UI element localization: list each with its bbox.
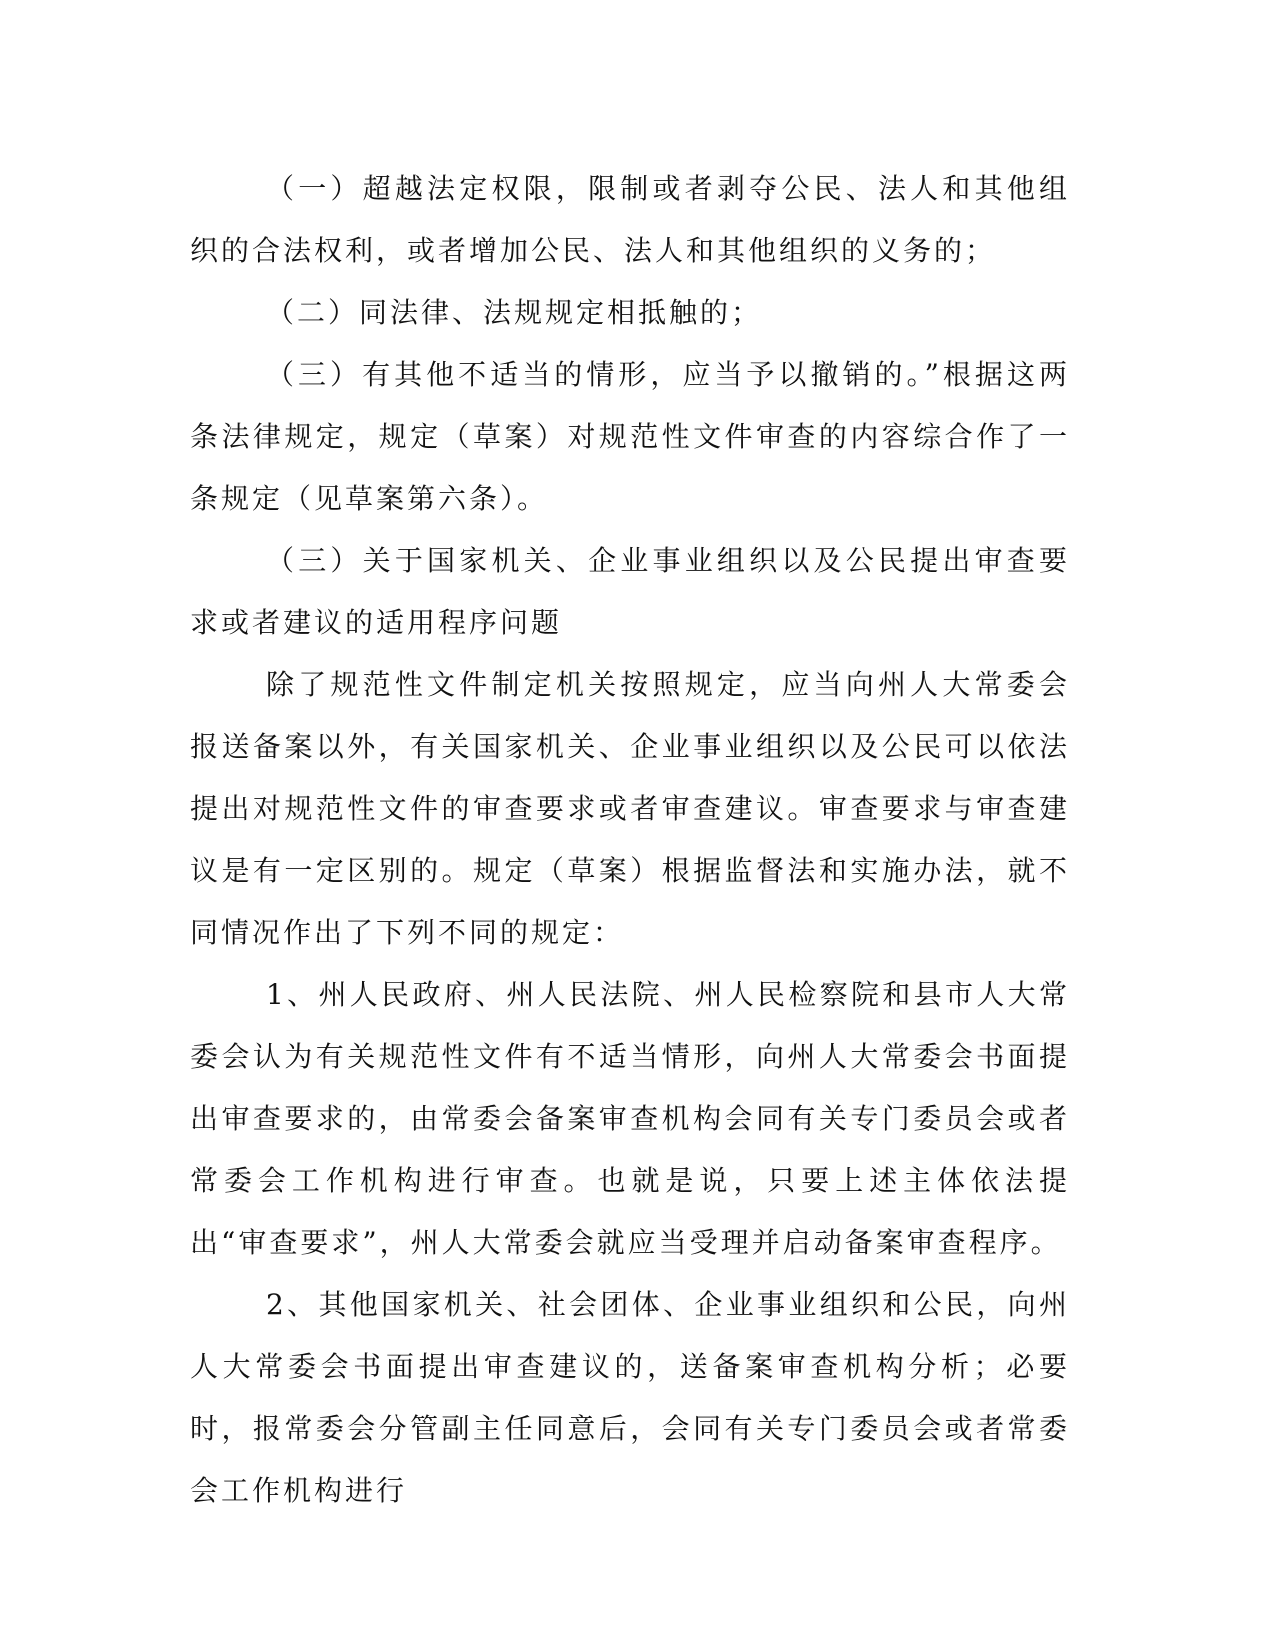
paragraph-item-2: （二）同法律、法规规定相抵触的； — [266, 296, 763, 329]
paragraph-item-3: （三）有其他不适当的情形，应当予以撤销的。”根据这两条法律规定，规定（草案）对规范性文件审查的内容综合作了一条规定（见草案第六条）。 — [190, 358, 1070, 515]
paragraph-rule-2: 2、其他国家机关、社会团体、企业事业组织和公民，向州人大常委会书面提出审查建议的，送备案审查机构分析；必要时，报常委会分管副主任同意后，会同有关专门委员会或者常委会工作机构进行 — [190, 1288, 1070, 1507]
document-body — [190, 158, 1070, 1522]
paragraph-item-1: （一）超越法定权限，限制或者剥夺公民、法人和其他组织的合法权利，或者增加公民、法人和其他组织的义务的； — [190, 172, 1070, 267]
paragraph-rule-1: 1、州人民政府、州人民法院、州人民检察院和县市人大常委会认为有关规范性文件有不适当情形，向州人大常委会书面提出审查要求的，由常委会备案审查机构会同有关专门委员会或者常委会工作机构进行审查。也就是说，只要上述主体依法提出“审查要求”，州人大常委会就应当受理并启动备案审查程序。 — [190, 978, 1070, 1259]
section-heading: （三）关于国家机关、企业事业组织以及公民提出审查要求或者建议的适用程序问题 — [190, 544, 1070, 639]
paragraph-intro: 除了规范性文件制定机关按照规定，应当向州人大常委会报送备案以外，有关国家机关、企业事业组织以及公民可以依法提出对规范性文件的审查要求或者审查建议。审查要求与审查建议是有一定区别的。规定（草案）根据监督法和实施办法，就不同情况作出了下列不同的规定： — [190, 668, 1070, 949]
